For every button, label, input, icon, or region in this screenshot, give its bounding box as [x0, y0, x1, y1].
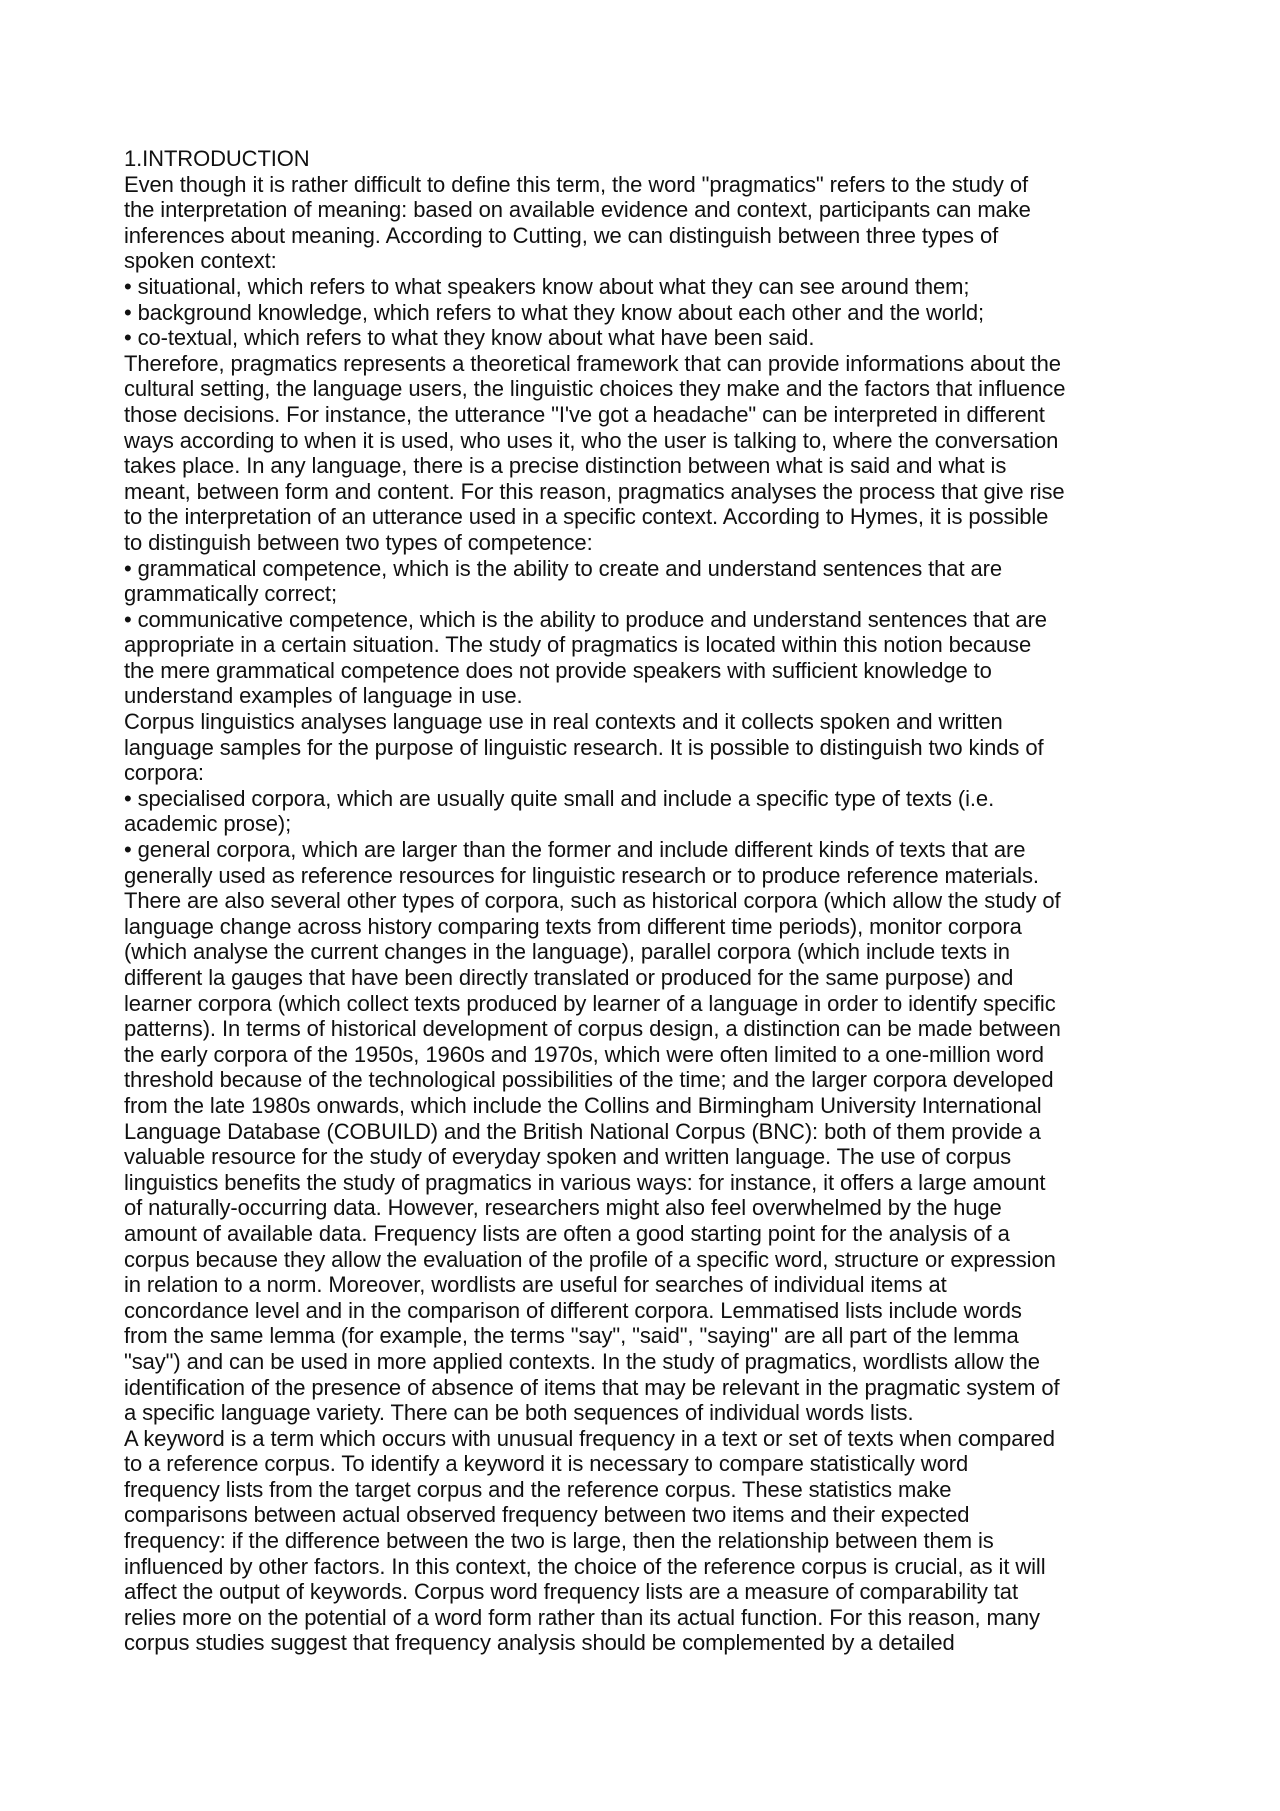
text-line: Even though it is rather difficult to define this term, the word "pragmatics" refers to the study of	[124, 171, 1028, 197]
text-line: to a reference corpus. To identify a keyword it is necessary to compare statistically word	[124, 1451, 969, 1477]
text-line: corpus because they allow the evaluation of the profile of a specific word, structure or expression	[124, 1246, 1056, 1272]
text-line: frequency: if the difference between the two is large, then the relationship between them is	[124, 1528, 994, 1554]
text-line: from the same lemma (for example, the terms "say", "said", "saying" are all part of the lemma	[124, 1323, 1019, 1349]
text-line: identification of the presence of absence of items that may be relevant in the pragmatic system of	[124, 1374, 1060, 1400]
text-line: the interpretation of meaning: based on available evidence and context, participants can make	[124, 197, 1031, 223]
text-line: language change across history comparing texts from different time periods), monitor corpora	[124, 913, 1022, 939]
text-line: to distinguish between two types of competence:	[124, 529, 593, 555]
text-line: • situational, which refers to what speakers know about what they can see around them;	[124, 273, 970, 299]
text-line: There are also several other types of corpora, such as historical corpora (which allow the study of	[124, 888, 1061, 914]
text-line: from the late 1980s onwards, which include the Collins and Birmingham University International	[124, 1092, 1042, 1118]
text-line: • communicative competence, which is the ability to produce and understand sentences that are	[124, 606, 1047, 632]
text-line: takes place. In any language, there is a precise distinction between what is said and what is	[124, 453, 1007, 479]
text-line: amount of available data. Frequency lists are often a good starting point for the analysis of a	[124, 1220, 1010, 1246]
text-line: learner corpora (which collect texts produced by learner of a language in order to identify specific	[124, 990, 1056, 1016]
text-line: those decisions. For instance, the utterance "I've got a headache" can be interpreted in different	[124, 401, 1045, 427]
text-line: A keyword is a term which occurs with unusual frequency in a text or set of texts when compared	[124, 1425, 1055, 1451]
text-line: a specific language variety. There can be both sequences of individual words lists.	[124, 1400, 914, 1426]
text-line: Language Database (COBUILD) and the British National Corpus (BNC): both of them provide a	[124, 1118, 1041, 1144]
text-line: relies more on the potential of a word form rather than its actual function. For this reason, many	[124, 1604, 1040, 1630]
text-line: ways according to when it is used, who uses it, who the user is talking to, where the conversation	[124, 427, 1059, 453]
text-line: generally used as reference resources for linguistic research or to produce reference materials.	[124, 862, 1039, 888]
text-line: frequency lists from the target corpus and the reference corpus. These statistics make	[124, 1476, 952, 1502]
text-line: in relation to a norm. Moreover, wordlists are useful for searches of individual items at	[124, 1272, 947, 1298]
text-line: concordance level and in the comparison of different corpora. Lemmatised lists include words	[124, 1297, 1022, 1323]
text-line: valuable resource for the study of everyday spoken and written language. The use of corpus	[124, 1144, 1012, 1170]
text-line: the early corpora of the 1950s, 1960s and 1970s, which were often limited to a one-million word	[124, 1041, 1044, 1067]
text-line: of naturally-occurring data. However, researchers might also feel overwhelmed by the huge	[124, 1195, 1002, 1221]
text-line: the mere grammatical competence does not provide speakers with sufficient knowledge to	[124, 657, 992, 683]
document-body	[124, 146, 1174, 1656]
text-line: corpora:	[124, 760, 204, 786]
text-line: influenced by other factors. In this context, the choice of the reference corpus is crucial, as it will	[124, 1553, 1046, 1579]
text-line: Therefore, pragmatics represents a theoretical framework that can provide informations about the	[124, 350, 1061, 376]
text-line: grammatically correct;	[124, 581, 337, 607]
text-line: language samples for the purpose of linguistic research. It is possible to distinguish two kinds of	[124, 734, 1044, 760]
text-line: linguistics benefits the study of pragmatics in various ways: for instance, it offers a large amount	[124, 1169, 1046, 1195]
text-line: patterns). In terms of historical development of corpus design, a distinction can be made between	[124, 1016, 1061, 1042]
text-line: threshold because of the technological possibilities of the time; and the larger corpora developed	[124, 1067, 1054, 1093]
text-line: • grammatical competence, which is the ability to create and understand sentences that are	[124, 555, 1002, 581]
section-heading: 1.INTRODUCTION	[124, 146, 310, 171]
text-line: "say") and can be used in more applied contexts. In the study of pragmatics, wordlists allow the	[124, 1348, 1040, 1374]
text-line: different la gauges that have been directly translated or produced for the same purpose) and	[124, 965, 1014, 990]
text-line: meant, between form and content. For this reason, pragmatics analyses the process that give rise	[124, 478, 1065, 504]
text-line: • co-textual, which refers to what they know about what have been said.	[124, 325, 815, 351]
text-line: • background knowledge, which refers to what they know about each other and the world;	[124, 299, 985, 325]
text-line: inferences about meaning. According to Cutting, we can distinguish between three types of	[124, 222, 999, 248]
text-line: spoken context:	[124, 248, 277, 274]
text-line: to the interpretation of an utterance used in a specific context. According to Hymes, it is possible	[124, 504, 1049, 530]
text-line: academic prose);	[124, 811, 292, 837]
text-line: Corpus linguistics analyses language use in real contexts and it collects spoken and written	[124, 709, 1003, 735]
text-line: • general corpora, which are larger than the former and include different kinds of texts that are	[124, 837, 1026, 863]
text-line: understand examples of language in use.	[124, 683, 523, 709]
text-line: • specialised corpora, which are usually quite small and include a specific type of texts (i.e.	[124, 785, 995, 811]
text-line: comparisons between actual observed frequency between two items and their expected	[124, 1502, 970, 1528]
text-line: cultural setting, the language users, the linguistic choices they make and the factors that influence	[124, 376, 1066, 402]
text-line: affect the output of keywords. Corpus word frequency lists are a measure of comparability tat	[124, 1579, 1018, 1605]
text-line: corpus studies suggest that frequency analysis should be complemented by a detailed	[124, 1630, 955, 1656]
text-line: appropriate in a certain situation. The study of pragmatics is located within this notion because	[124, 632, 1032, 658]
text-line: (which analyse the current changes in the language), parallel corpora (which include texts in	[124, 939, 1010, 965]
